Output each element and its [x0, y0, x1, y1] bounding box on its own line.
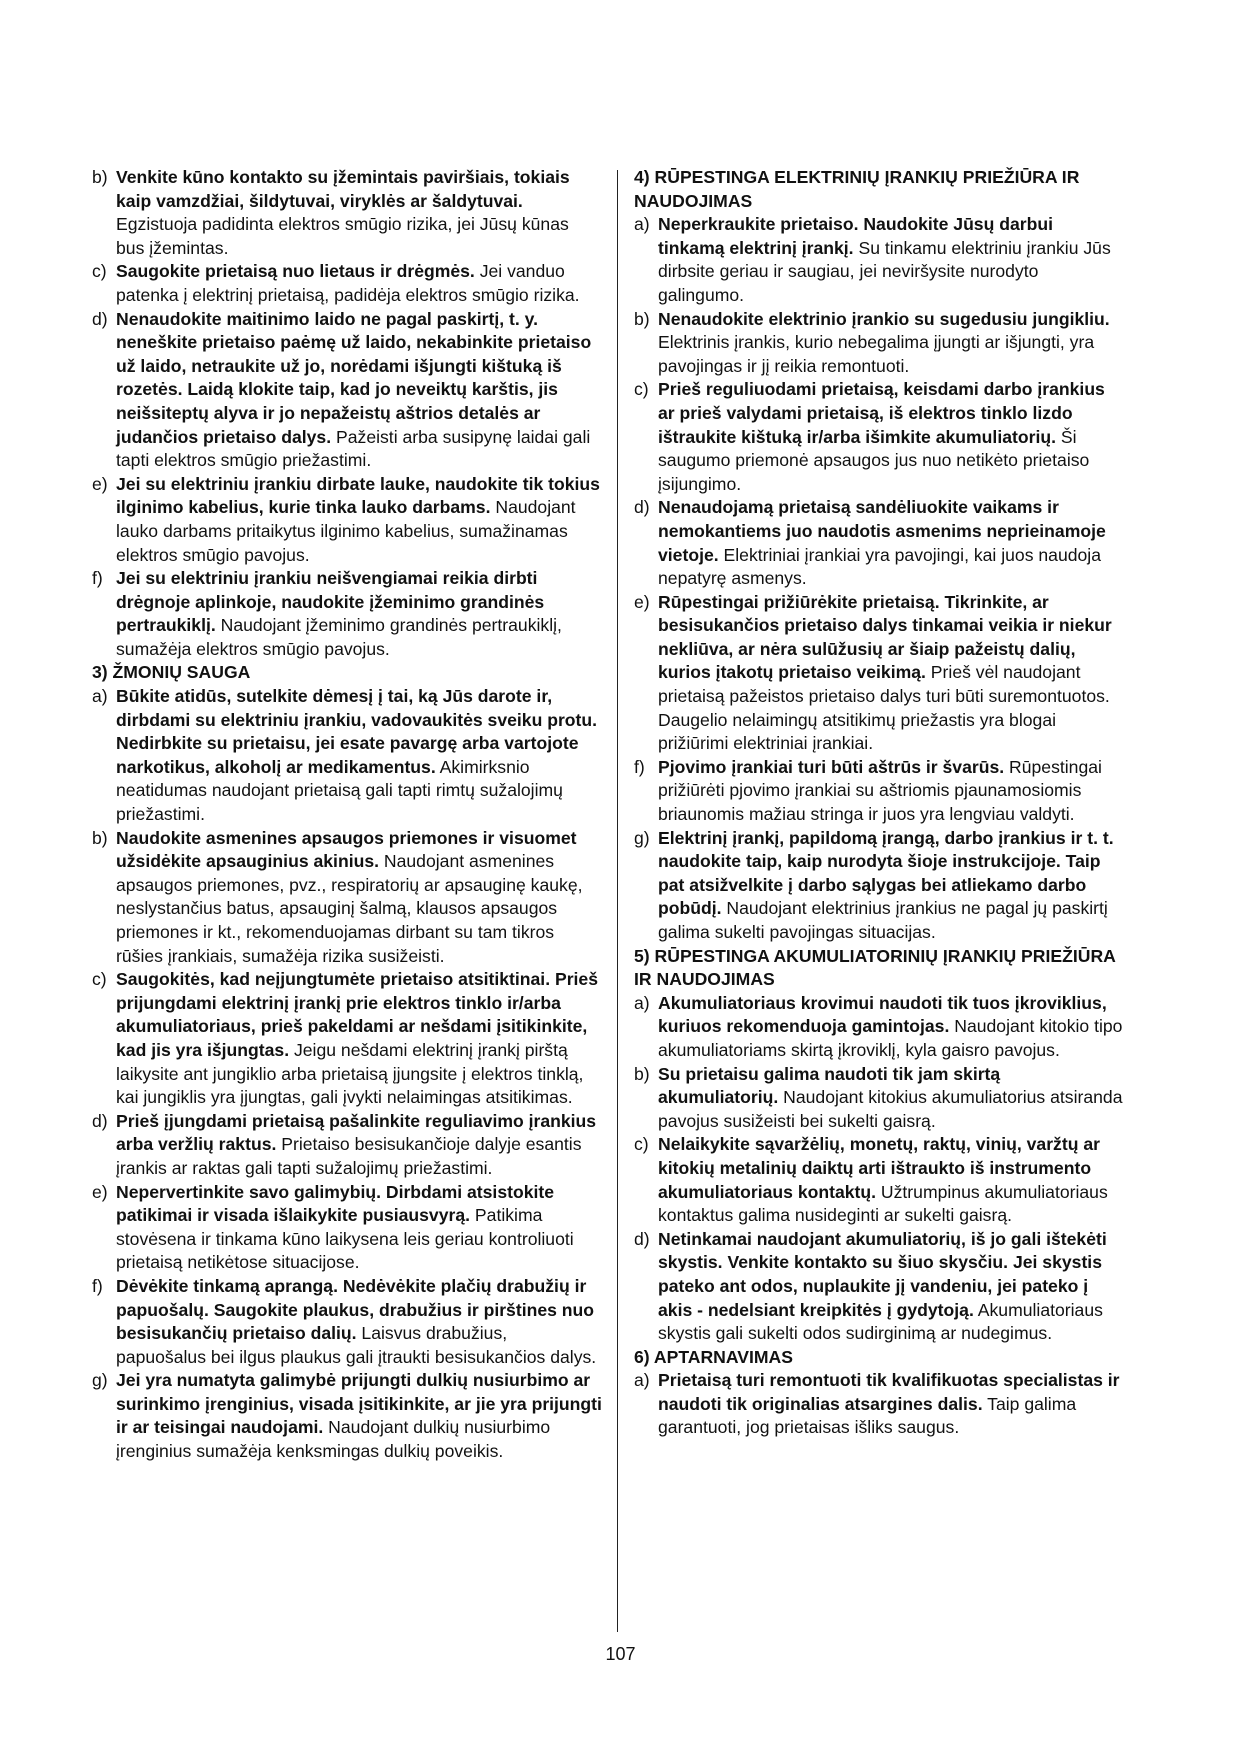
item-bold-text: Jei su elektriniu įrankiu neišvengiamai reikia dirbti drėgnoje aplinkoje, naudokite įžeminimo grandinės pertraukiklį. [116, 568, 545, 636]
item-bold-text: Nenaudokite elektrinio įrankio su sugedusiu jungikliu. [658, 308, 1110, 329]
item-normal-text: Naudojant dulkių nusiurbimo įrenginius sumažėja kenksmingas dulkių poveikis. [116, 1417, 551, 1462]
list-item [92, 473, 602, 567]
item-normal-text: Naudojant įžeminimo grandinės pertraukiklį, sumažėja elektros smūgio pavojus. [116, 615, 562, 659]
item-marker: b) [92, 167, 108, 187]
item-normal-text: Elektriniai įrankiai yra pavojingi, kai juos naudoja nepatyrę asmenys. [658, 544, 1102, 589]
list-item [92, 1181, 602, 1275]
list-item [92, 1275, 602, 1369]
list-item [92, 308, 602, 473]
list-item [92, 260, 602, 307]
item-marker: a) [92, 686, 108, 707]
right-items-section-5 [634, 992, 1124, 1346]
item-marker: e) [92, 1181, 108, 1202]
item-marker: c) [92, 261, 107, 282]
item-marker: e) [634, 591, 650, 612]
item-bold-text: Neperkraukite prietaiso. Naudokite Jūsų darbui tinkamą elektrinį įrankį. [658, 214, 1053, 258]
column-divider [617, 170, 618, 1632]
item-marker: b) [92, 827, 108, 848]
item-normal-text: Pažeisti arba susipynę laidai gali tapti elektros smūgio priežastimi. [116, 426, 591, 471]
item-bold-text: Saugokite prietaisą nuo lietaus ir drėgmės. [116, 261, 475, 282]
item-marker: g) [92, 1370, 108, 1391]
item-marker: f) [92, 1275, 103, 1296]
item-marker: c) [634, 379, 649, 400]
left-items-part2 [92, 685, 602, 1464]
item-normal-text: Akimirksnio neatidumas naudojant prietaisą gali tapti rimtų sužalojimų priežastimi. [116, 756, 563, 825]
item-marker: b) [634, 308, 650, 329]
list-item [634, 496, 1124, 590]
list-item [634, 827, 1124, 945]
item-marker: a) [634, 992, 650, 1013]
item-marker: d) [634, 1228, 650, 1249]
right-items-section-6 [634, 1369, 1124, 1440]
list-item [634, 1228, 1124, 1346]
item-marker: a) [634, 214, 650, 235]
item-bold-text: Jei su elektriniu įrankiu dirbate lauke, naudokite tik tokius ilginimo kabelius, kurie tinka lauko darbams. [116, 473, 600, 518]
item-normal-text: Ši saugumo priemonė apsaugos jus nuo netikėto prietaiso įsijungimo. [658, 426, 1090, 494]
item-bold-text: Prieš reguliuodami prietaisą, keisdami darbo įrankius ar prieš valydami prietaisą, iš elektros tinklo lizdo ištraukite kištuką ir/arba išimkite akumuliatorių. [658, 379, 1105, 447]
item-normal-text: Užtrumpinus akumuliatoriaus kontaktus galima nusideginti ar sukelti gaisrą. [658, 1181, 1108, 1226]
item-normal-text: Taip galima garantuoti, jog prietaisas išliks saugus. [658, 1393, 1077, 1438]
item-bold-text: Būkite atidūs, sutelkite dėmesį į tai, ką Jūs darote ir, dirbdami su elektriniu įrankiu, vadovaukitės sveiku protu. Nedirbkite su prietaisu, jei esate pavargę arba vartojote narkotikus, alkoholį ar medikamentus. [116, 686, 598, 777]
section-heading-5: 5) RŪPESTINGA AKUMULIATORINIŲ ĮRANKIŲ PRIEŽIŪRA IR NAUDOJIMAS [634, 945, 1116, 990]
item-bold-text: Nelaikykite sąvaržėlių, monetų, raktų, vinių, varžtų ar kitokių metalinių daiktų arti ištraukto iš instrumento akumuliatoriaus kontaktų. [658, 1134, 1100, 1202]
item-marker: a) [634, 1370, 650, 1391]
list-item [634, 308, 1124, 379]
item-normal-text: Rūpestingai prižiūrėti pjovimo įrankiai su aštriomis pjaunamosiomis briaunomis mažiau stringa ir juos yra lengviau valdyti. [658, 756, 1102, 825]
list-item [634, 756, 1124, 827]
item-marker: f) [92, 568, 103, 589]
item-bold-text: Saugokitės, kad neįjungtumėte prietaiso atsitiktinai. Prieš prijungdami elektrinį įrankį prie elektros tinklo ir/arba akumuliatoriaus, prieš pakeldami ar nešdami įsitikinkite, kad jis yra išjungtas. [116, 969, 599, 1060]
item-marker: d) [634, 497, 650, 518]
item-normal-text: Prieš vėl naudojant prietaisą pažeistos prietaiso dalys turi būti suremontuotos. Daugelio nelaimingų atsitikimų priežastis yra blogai prižiūrimi elektriniai įrankiai. [658, 662, 1110, 754]
item-marker: e) [92, 473, 108, 494]
list-item [634, 591, 1124, 756]
list-item [92, 685, 602, 827]
item-bold-text: Nepervertinkite savo galimybių. Dirbdami atsistokite patikimai ir visada išlaikykite pusiausvyrą. [116, 1181, 555, 1226]
item-bold-text: Pjovimo įrankiai turi būti aštrūs ir švarūs. [658, 756, 1005, 777]
item-normal-text: Naudojant elektrinius įrankius ne pagal jų paskirtį galima sukelti pavojingas situacijas. [658, 898, 1108, 942]
item-normal-text: Akumuliatoriaus skystis gali sukelti odos sudirginimą ar nudegimus. [658, 1299, 1103, 1344]
item-normal-text: Laisvus drabužius, papuošalus bei ilgus plaukus gali įtraukti besisukančios dalys. [116, 1323, 597, 1367]
item-bold-text: Nenaudokite maitinimo laido ne pagal paskirtį, t. y. neneškite prietaiso paėmę už laido, nekabinkite prietaiso už laido, netraukite už jo, norėdami išjungti kištuką iš rozetės. Laidą klokite taip, kad jo neveiktų karštis, jis neišsiteptų alyva ir jo nepažeistų aštrios detalės ar judančios prietaiso dalys. [116, 308, 592, 447]
item-normal-text: Naudojant asmenines apsaugos priemones, pvz., respiratorių ar apsauginę kaukę, neslystančius batus, apsauginį šalmą, klausos apsaugos priemones ir kt., rekomenduojamas dirbant su tam tikros rūšies įrankiais, sumažėja rizika susižeisti. [116, 851, 583, 966]
item-bold-text: Jei yra numatyta galimybė prijungti dulkių nusiurbimo ar surinkimo įrenginius, visada įsitikinkite, ar jie yra prijungti ir ar teisingai naudojami. [116, 1370, 602, 1438]
item-marker: c) [634, 1134, 649, 1155]
item-normal-text: Naudojant kitokio tipo akumuliatoriams skirtą įkroviklį, kyla gaisro pavojus. [658, 1016, 1123, 1060]
list-item [92, 1369, 602, 1463]
item-normal-text: Egzistuoja padidinta elektros smūgio rizika, jei Jūsų kūnas bus įžemintas. [116, 214, 569, 258]
list-item [92, 567, 602, 661]
item-normal-text: Jeigu nešdami elektrinį įrankį pirštą laikysite ant jungiklio arba prietaisą įjungsite į elektros tinklą, kai jungiklis yra įjungtas, gali įvykti nelaimingas atsitikimas. [116, 1039, 584, 1108]
item-bold-text: Netinkamai naudojant akumuliatorių, iš jo gali ištekėti skystis. Venkite kontakto su šiuo skysčiu. Jei skystis pateko ant odos, nuplaukite jį vandeniu, jei pateko į akis - nedelsiant kreipkitės į gydytoją. [658, 1228, 1107, 1320]
section-heading-4: 4) RŪPESTINGA ELEKTRINIŲ ĮRANKIŲ PRIEŽIŪRA IR NAUDOJIMAS [634, 167, 1080, 211]
list-item [92, 166, 602, 260]
item-normal-text: Su tinkamu elektriniu įrankiu Jūs dirbsite geriau ir saugiau, jei neviršysite nurodyto galingumo. [658, 237, 1111, 305]
list-item [92, 968, 602, 1110]
list-item [634, 378, 1124, 496]
item-marker: b) [634, 1063, 650, 1084]
right-column [634, 166, 1124, 1440]
list-item [92, 1110, 602, 1181]
page-number: 107 [605, 1644, 636, 1664]
item-normal-text: Naudojant kitokius akumuliatorius atsiranda pavojus susižeisti bei sukelti gaisrą. [658, 1087, 1123, 1131]
item-bold-text: Elektrinį įrankį, papildomą įrangą, darbo įrankius ir t. t. naudokite taip, kaip nurodyta šioje instrukcijoje. Taip pat atsižvelkite į darbo sąlygas bei atliekamo darbo pobūdį. [658, 827, 1114, 919]
right-items-section-4 [634, 213, 1124, 944]
item-marker: g) [634, 827, 650, 848]
item-bold-text: Su prietaisu galima naudoti tik jam skirtą akumuliatorių. [658, 1063, 1001, 1108]
list-item [92, 827, 602, 969]
item-normal-text: Naudojant lauko darbams pritaikytus ilginimo kabelius, sumažinamas elektros smūgio pavojus. [116, 497, 576, 565]
list-item [634, 992, 1124, 1063]
item-bold-text: Venkite kūno kontakto su įžemintais paviršiais, tokiais kaip vamzdžiai, šildytuvai, viryklės ar šaldytuvai. [116, 167, 570, 211]
list-item [634, 1133, 1124, 1227]
item-bold-text: Nenaudojamą prietaisą sandėliuokite vaikams ir nemokantiems juo naudotis asmenims neprieinamoje vietoje. [658, 497, 1106, 565]
left-column [92, 166, 602, 1464]
section-heading-6: 6) APTARNAVIMAS [634, 1346, 793, 1367]
item-bold-text: Naudokite asmenines apsaugos priemones ir visuomet užsidėkite apsauginius akinius. [116, 827, 577, 872]
item-marker: d) [92, 1110, 108, 1131]
section-heading-3: 3) ŽMONIŲ SAUGA [92, 662, 251, 683]
list-item [634, 1063, 1124, 1134]
item-bold-text: Rūpestingai prižiūrėkite prietaisą. Tikrinkite, ar besisukančios prietaiso dalys tinkamai veikia ir niekur nekliūva, ar nėra sulūžusių ar šiaip pažeistų dalių, kurios įtakotų prietaiso veikimą. [658, 591, 1112, 683]
list-item [634, 1369, 1124, 1440]
item-normal-text: Patikima stovėsena ir tinkama kūno laikysena leis geriau kontroliuoti prietaisą netikėtose situacijose. [116, 1205, 574, 1273]
item-marker: f) [634, 756, 645, 777]
item-normal-text: Elektrinis įrankis, kurio nebegalima įjungti ar išjungti, yra pavojingas ir jį reikia remontuoti. [658, 332, 1095, 376]
left-items-part1 [92, 166, 602, 661]
item-marker: d) [92, 308, 108, 329]
item-bold-text: Prieš įjungdami prietaisą pašalinkite reguliavimo įrankius arba veržlių raktus. [116, 1110, 597, 1155]
item-bold-text: Prietaisą turi remontuoti tik kvalifikuotas specialistas ir naudoti tik originalias atsargines dalis. [658, 1370, 1120, 1414]
item-bold-text: Dėvėkite tinkamą aprangą. Nedėvėkite plačių drabužių ir papuošalų. Saugokite plaukus, drabužius ir pirštines nuo besisukančių prietaiso dalių. [116, 1275, 595, 1344]
item-normal-text: Jei vanduo patenka į elektrinį prietaisą, padidėja elektros smūgio rizika. [116, 261, 580, 305]
list-item [634, 213, 1124, 307]
item-bold-text: Akumuliatoriaus krovimui naudoti tik tuos įkroviklius, kuriuos rekomenduoja gamintojas. [658, 992, 1107, 1037]
item-marker: c) [92, 969, 107, 990]
item-normal-text: Prietaiso besisukančioje dalyje esantis įrankis ar raktas gali tapti sužalojimų priežastimi. [116, 1134, 582, 1178]
